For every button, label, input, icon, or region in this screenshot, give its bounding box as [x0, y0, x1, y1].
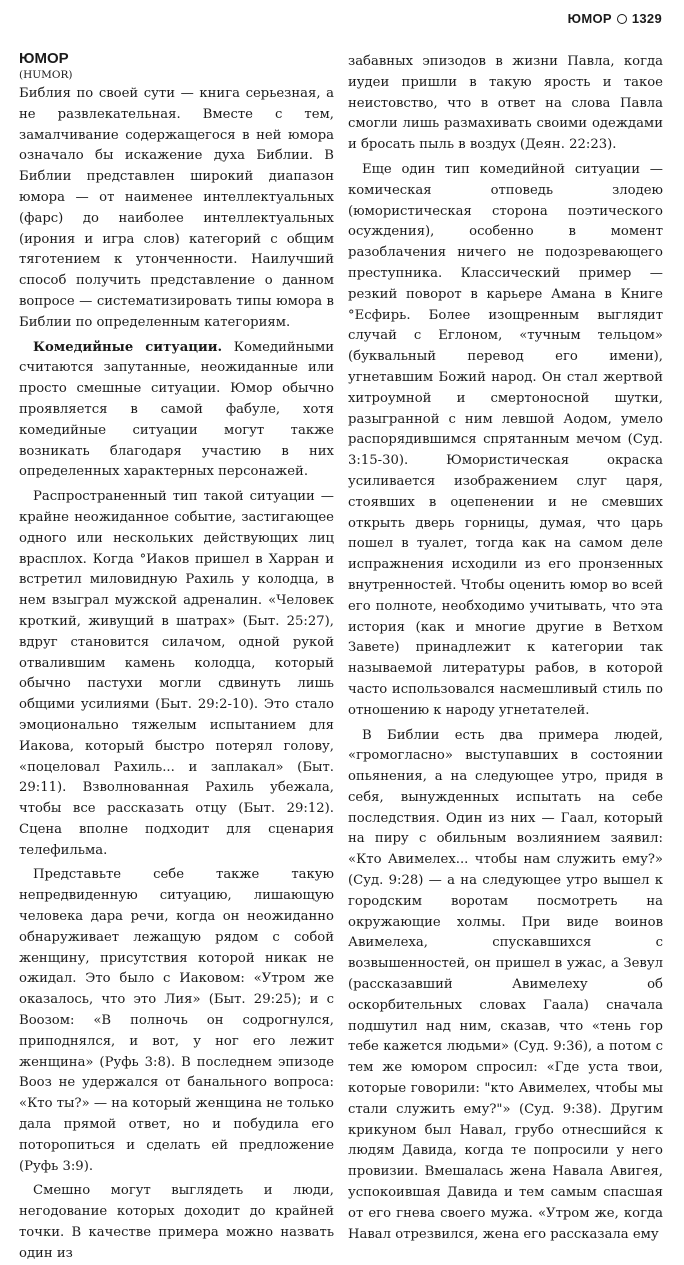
right-column [348, 52, 663, 1245]
paragraph-comic-situations [19, 338, 334, 484]
running-head [568, 11, 662, 26]
subheading-comic-situations: Комедийные ситуации. [33, 339, 223, 355]
paragraph-speechless: Представьте себе также такую непредвиденную ситуацию, лишающую человека дара речи, когда он неожиданно обнаруживает лежащую рядом с собой женщину, присутствия которой никак не ожидал. Это было с Иаковом: «Утром же оказалось, что это Лия» (Быт. 29:25); и с Воозом: «В полночь он содрогнулся, приподнялся, и вот, у ног его лежит женщина» (Руфь 3:8). В последнем эпизоде Вооз не удержался от банального вопроса: «Кто ты?» — на который женщина не только дала прямой ответ, но и побудила его поторопиться и сделать ей предложение (Руфь 3:9). [19, 867, 334, 1174]
page-number: 1329 [631, 11, 662, 26]
paragraph-comic-situations-text: Комедийными считаются запутанные, неожиданные или просто смешные ситуации. Юмор обычно проявляется в самой фабуле, хотя комедийные ситуации могут также возникать благодаря участию в них определенных характерных персонажей. [19, 339, 334, 480]
paragraph-paul-episode: забавных эпизодов в жизни Павла, когда иудеи пришли в такую ярость и такое неистовство, что в ответ на слова Павла смогли лишь размахивать своими одеждами и бросать пыль в воздух (Деян. 22:23). [348, 54, 663, 153]
left-column [19, 50, 334, 1265]
ring-ornament-icon [617, 14, 627, 24]
entry-headword-english: (HUMOR) [19, 69, 73, 81]
running-head-word: ЮМОР [567, 11, 612, 26]
paragraph-intro: Библия по своей сути — книга серьезная, а не развлекательная. Вместе с тем, замалчивание содержащегося в ней юмора означало бы искажение духа Библии. В Библии представлен широкий диапазон юмора — от наименее интеллектуальных (фарс) до наиболее интеллектуальных (ирония и игра слов) категорий с общим тяготением к утонченности. Наилучший способ получить представление о данном вопросе — систематизировать типы юмора в Библии по определенным категориям. [19, 86, 334, 330]
paragraph-drunken-boasters: В Библии есть два примера людей, «громогласно» выступавших в состоянии опьянения, а на следующее утро, придя в себя, вынужденных испытать на себе последствия. Один из них — Гаал, который на пиру с обильным возлиянием заявил: «Кто Авимелех... чтобы нам служить ему?» (Суд. 9:28) — а на следующее утро вышел к городским воротам посмотреть на окружающие холмы. При виде воинов Авимелеха, спускавшихся с возвышенностей, он пришел в ужас, а Зевул (рассказавший Авимелеху об оскорбительных словах Гаала) сначала подшутил над ним, сказав, что «тень гор тебе кажется людьми» (Суд. 9:36), а потом с тем же юмором спросил: «Где уста твои, которые говорили: "кто Авимелех, чтобы мы стали служить ему?"» (Суд. 9:38). Другим крикуном был Навал, грубо отнесшийся к людям Давида, когда те попросили у него провизии. Вмешалась жена Навала Авигея, успокоившая Давида и тем самым спасшая от его гнева своего мужа. «Утром же, когда Навал отрезвился, жена его рассказала ему [348, 727, 663, 1242]
entry-headword: ЮМОР [19, 50, 69, 67]
paragraph-unexpected-event: Распространенный тип такой ситуации — крайне неожиданное событие, застигающее одного или нескольких действующих лиц врасплох. Когда °Иаков пришел в Харран и встретил миловидную Рахиль у колодца, в нем взыграл мужской адреналин. «Человек кроткий, живущий в шатрах» (Быт. 25:27), вдруг становится силачом, одной рукой отвалившим камень колодца, который обычно пастухи могли сдвинуть лишь общими усилиями (Быт. 29:2-10). Это стало эмоционально тяжелым испытанием для Иакова, который быстро потерял голову, «поцеловал Рахиль... и заплакал» (Быт. 29:11). Взволнованная Рахиль убежала, чтобы все рассказать отцу (Быт. 29:12). Сцена вполне подходит для сценария телефильма. [19, 489, 334, 858]
paragraph-indignation: Смешно могут выглядеть и люди, негодование которых доходит до крайней точки. В качестве примера можно назвать один из [19, 1183, 334, 1261]
paragraph-villain-rebuke: Еще один тип комедийной ситуации — комическая отповедь злодею (юмористическая сторона поэтического осуждения), особенно в момент разоблачения ничего не подозревающего преступника. Классический пример — резкий поворот в карьере Амана в Книге °Есфирь. Более изощренным выглядит случай с Еглоном, «тучным тельцом» (буквальный перевод его имени), угнетавшим Божий народ. Он стал жертвой хитроумной и смертоносной шутки, разыгранной с ним левшой Аодом, умело распорядившимся спрятанным мечом (Суд. 3:15-30). Юмористическая окраска усиливается изображением слуг царя, стоявших в оцепенении и не смевших открыть дверь горницы, думая, что царь пошел в туалет, тогда как на самом деле испражнения исходили из его пронзенных внутренностей. Чтобы оценить юмор во всей его полноте, необходимо учитывать, что эта история (как и многие другие в Ветхом Завете) принадлежит к категории так называемой литературы рабов, в которой часто использовался насмешливый стиль по отношению к народу угнетателей. [348, 161, 663, 718]
